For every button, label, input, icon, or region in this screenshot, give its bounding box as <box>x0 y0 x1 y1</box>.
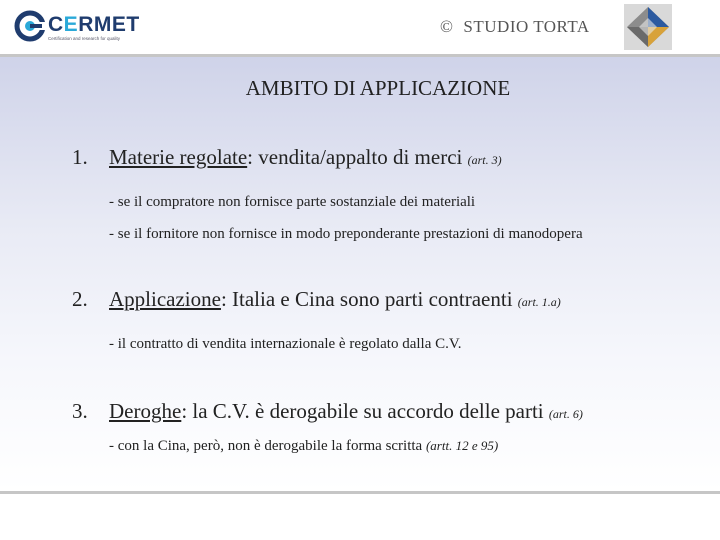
studio-name: STUDIO TORTA <box>463 17 590 36</box>
item-text: : vendita/appalto di merci <box>247 145 468 169</box>
header <box>0 0 720 54</box>
list-number: 2. <box>72 287 88 311</box>
list-number: 1. <box>72 145 88 169</box>
list-number: 3. <box>72 399 88 423</box>
item-heading: Materie regolate <box>109 145 248 169</box>
item-article-ref: (art. 3) <box>467 153 502 167</box>
sub-item <box>109 194 475 211</box>
item-article-ref: (art. 6) <box>548 407 583 421</box>
list-item-deroghe <box>72 399 583 424</box>
list-item-applicazione <box>72 287 561 312</box>
item-heading: Deroghe <box>109 399 182 423</box>
sub-item <box>109 438 498 455</box>
item-article-ref: (art. 1.a) <box>517 295 561 309</box>
sub-item-text: - se il compratore non fornisce parte sostanziale dei materiali <box>109 194 476 210</box>
cermet-logo-icon <box>14 10 46 42</box>
logo-tagline: Certification and research for quality <box>48 36 121 41</box>
list-item-materie-regolate <box>72 145 502 170</box>
studio-torta-diamond-icon <box>624 4 672 50</box>
copyright-symbol: © <box>440 17 454 36</box>
sub-item-text: - il contratto di vendita internazionale è regolato dalla C.V. <box>109 336 462 352</box>
sub-item-text: - se il fornitore non fornisce in modo preponderante prestazioni di manodopera <box>109 226 583 242</box>
slide-title: AMBITO DI APPLICAZIONE <box>245 76 511 100</box>
slide-content <box>0 54 720 494</box>
item-heading: Applicazione <box>109 287 221 311</box>
logo-wordmark: CERMET <box>48 13 140 36</box>
cermet-logo <box>14 8 138 44</box>
studio-label <box>440 17 590 37</box>
sub-item <box>109 336 462 353</box>
item-text: : Italia e Cina sono parti contraenti <box>220 287 518 311</box>
sub-item <box>109 226 583 243</box>
sub-item-text: - con la Cina, però, non è derogabile la forma scritta <box>109 438 426 454</box>
item-text: : la C.V. è derogabile su accordo delle parti <box>181 399 549 423</box>
sub-item-article-ref: (artt. 12 e 95) <box>425 438 499 453</box>
